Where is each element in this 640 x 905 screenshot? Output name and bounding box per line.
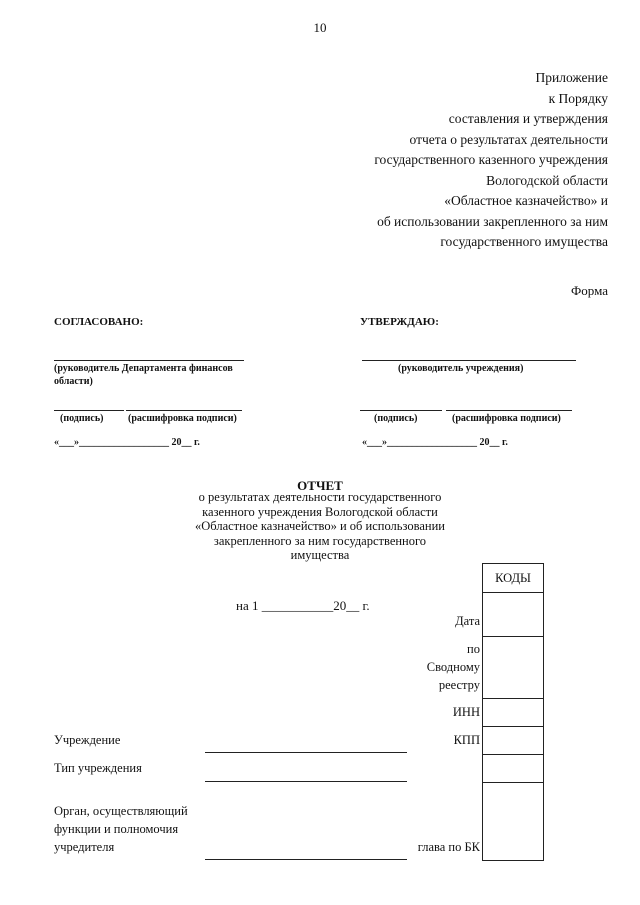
field-founder-label: Орган, осуществляющий — [54, 804, 188, 818]
report-as-of-date: на 1 ___________20__ г. — [236, 598, 370, 613]
agreed-position-caption: (руководитель Департамента финансов — [54, 363, 233, 374]
subtitle-line: казенного учреждения Вологодской области — [202, 504, 438, 519]
label-kpp: КПП — [453, 733, 480, 747]
approve-position-line — [362, 360, 576, 361]
appendix-block — [374, 68, 608, 253]
label-registry: реестру — [438, 678, 480, 692]
agreed-position-line — [54, 360, 244, 361]
appendix-line: государственного казенного учреждения — [374, 152, 608, 167]
subtitle-line: закрепленного за ним государственного — [213, 533, 427, 548]
appendix-line: отчета о результатах деятельности — [409, 131, 608, 147]
field-institution-line[interactable] — [205, 752, 407, 753]
form-label: Форма — [571, 283, 608, 298]
appendix-line: «Областное казначейство» и — [444, 193, 608, 208]
appendix-line: Приложение — [535, 70, 608, 85]
field-institution-type-line[interactable] — [205, 781, 407, 782]
codes-header: КОДЫ — [495, 570, 531, 585]
approve-position-caption: (руководитель учреждения) — [398, 363, 524, 374]
appendix-line: Вологодской области — [486, 172, 608, 188]
agreed-header: СОГЛАСОВАНО: — [54, 316, 144, 328]
codes-cell-registry[interactable] — [483, 636, 543, 637]
subtitle-line: «Областное казначейство» и об использовании — [195, 519, 445, 533]
codes-cell-empty[interactable] — [483, 754, 543, 755]
approve-signature-decoding-caption: (расшифровка подписи) — [452, 413, 561, 424]
field-founder-label: функции и полномочия — [54, 822, 179, 836]
approve-date-line: «___»__________________ 20__ г. — [362, 437, 508, 448]
label-inn: ИНН — [452, 705, 480, 719]
field-institution-type-label: Тип учреждения — [54, 761, 142, 775]
appendix-line: к Порядку — [548, 90, 608, 106]
agreed-date-line: «___»__________________ 20__ г. — [54, 437, 200, 448]
codes-cell-bk-chapter[interactable] — [483, 782, 543, 783]
page-number: 10 — [313, 20, 327, 35]
field-founder-line[interactable] — [205, 859, 407, 860]
approve-signature-caption: (подпись) — [374, 413, 418, 424]
appendix-line: государственного имущества — [440, 234, 608, 249]
agreed-signature-line — [54, 410, 124, 411]
approve-signature-line — [360, 410, 442, 411]
approve-header: УТВЕРЖДАЮ: — [360, 316, 439, 328]
appendix-line: составления и утверждения — [448, 111, 608, 126]
subtitle-line: о результатах деятельности государственного — [198, 490, 442, 504]
codes-cell-kpp[interactable] — [483, 726, 543, 727]
codes-cell-inn[interactable] — [483, 698, 543, 699]
appendix-line: об использовании закрепленного за ним — [377, 213, 608, 229]
field-founder-label: учредителя — [54, 840, 115, 854]
report-subtitle — [160, 490, 480, 563]
label-date: Дата — [455, 614, 480, 628]
codes-cell-date[interactable] — [483, 592, 543, 593]
agreed-position-caption: области) — [54, 376, 93, 387]
agreed-signature-decoding-caption: (расшифровка подписи) — [128, 413, 237, 424]
agreed-signature-caption: (подпись) — [60, 413, 104, 424]
label-registry: Сводному — [426, 660, 480, 674]
label-bk-chapter: глава по БК — [417, 840, 480, 854]
agreed-signature-decoding-line — [126, 410, 242, 411]
subtitle-line: имущества — [290, 548, 350, 562]
report-title: ОТЧЕТ — [297, 478, 343, 493]
label-registry: по — [467, 642, 480, 656]
approve-signature-decoding-line — [446, 410, 572, 411]
field-institution-label: Учреждение — [54, 733, 121, 747]
codes-table — [482, 563, 544, 861]
